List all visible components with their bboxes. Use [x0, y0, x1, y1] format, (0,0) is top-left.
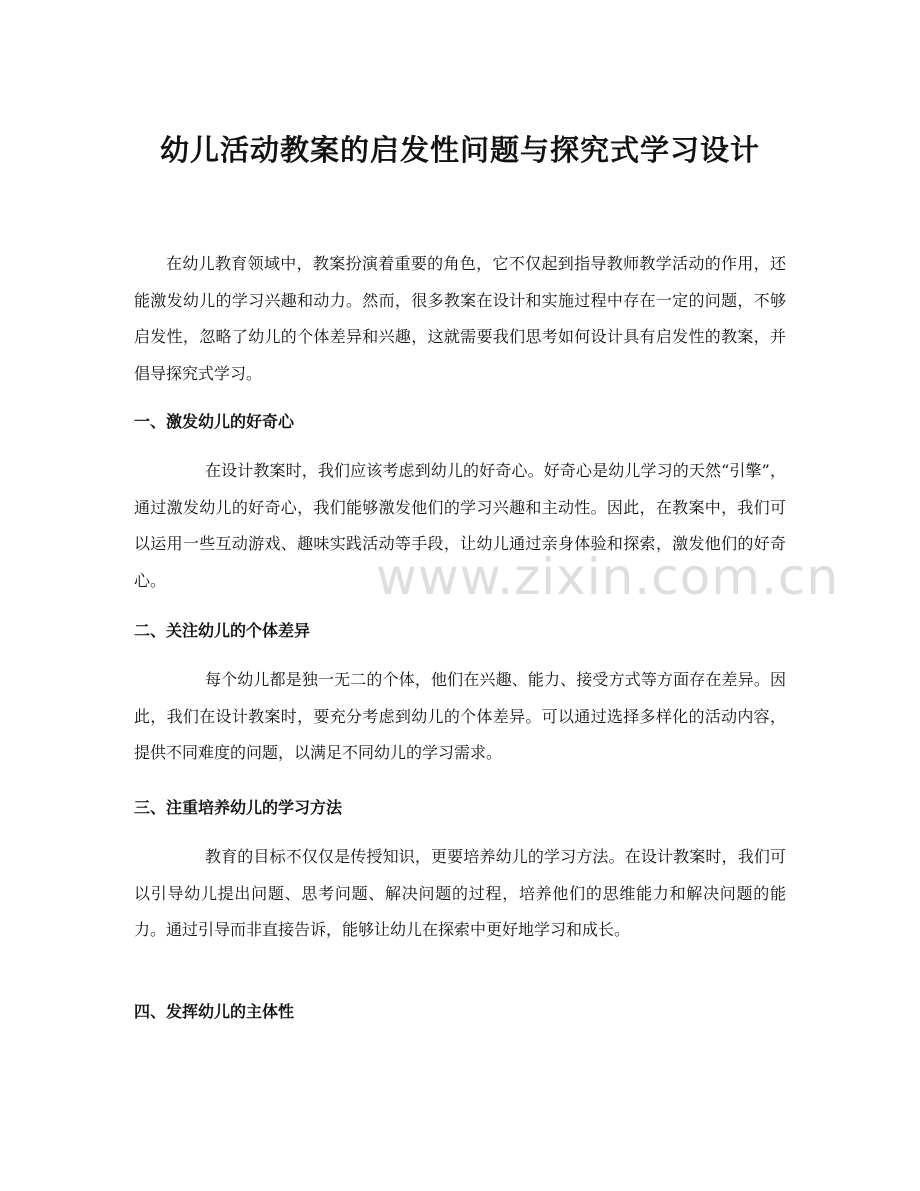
section-body-3: 教育的目标不仅仅是传授知识，更要培养幼儿的学习方法。在设计教案时，我们可以引导幼儿提出问题、思考问题、解决问题的过程，培养他们的思维能力和解决问题的能力。通过引导而非直接告诉，能够让幼儿在探索中更好地学习和成长。 — [134, 847, 786, 939]
section-body-1: 在设计教案时，我们应该考虑到幼儿的好奇心。好奇心是幼儿学习的天然“引擎”，通过激发幼儿的好奇心，我们能够激发他们的学习兴趣和主动性。因此，在教案中，我们可以运用一些互动游戏、趣味实践活动等手段，让幼儿通过亲身体验和探索，激发他们的好奇心。 — [134, 461, 786, 590]
section-heading-1: 一、激发幼儿的好奇心 — [134, 412, 295, 431]
document-title: 幼儿活动教案的启发性问题与探究式学习设计 — [159, 133, 760, 168]
section-body-2: 每个幼儿都是独一无二的个体，他们在兴趣、能力、接受方式等方面存在差异。因此，我们在设计教案时，要充分考虑到幼儿的个体差异。可以通过选择多样化的活动内容，提供不同难度的问题，以满足不同幼儿的学习需求。 — [134, 670, 786, 762]
section-heading-3: 三、注重培养幼儿的学习方法 — [134, 798, 343, 817]
watermark: www.zixin.com.cn — [376, 548, 840, 606]
section-heading-4: 四、发挥幼儿的主体性 — [134, 1002, 295, 1021]
section-heading-2: 二、关注幼儿的个体差异 — [134, 621, 311, 640]
intro-paragraph: 在幼儿教育领域中，教案扮演着重要的角色，它不仅起到指导教师教学活动的作用，还能激发幼儿的学习兴趣和动力。然而，很多教案在设计和实施过程中存在一定的问题，不够启发性，忽略了幼儿的个体差异和兴趣，这就需要我们思考如何设计具有启发性的教案，并倡导探究式学习。 — [134, 254, 786, 383]
